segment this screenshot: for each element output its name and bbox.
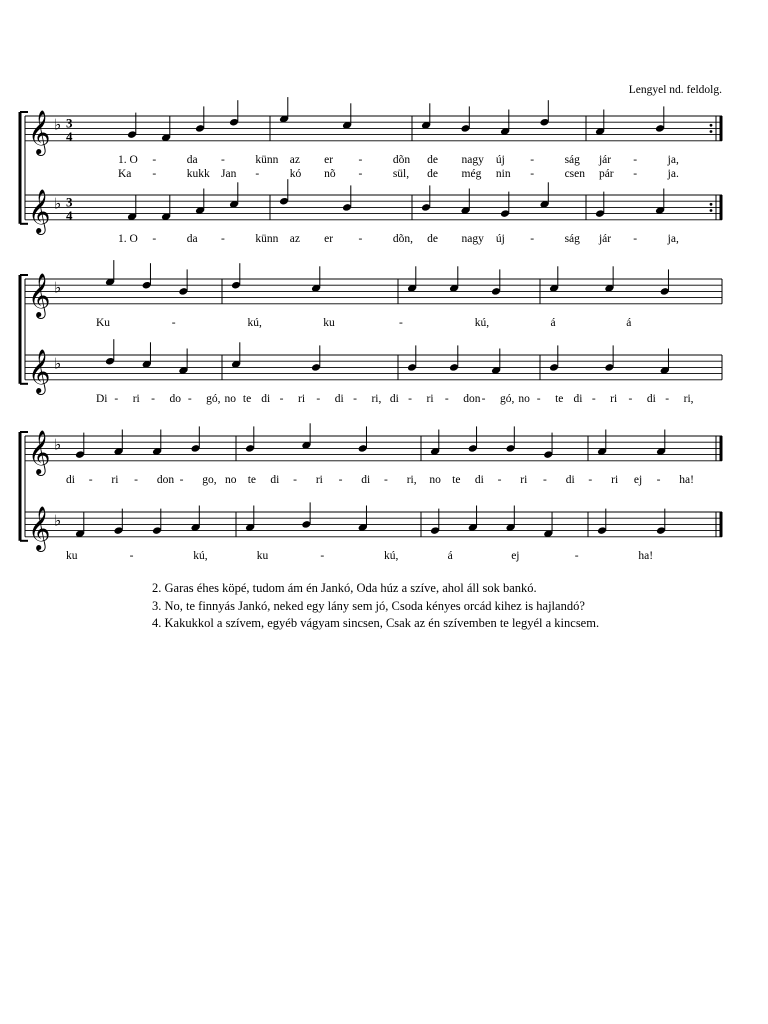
staff-2-2 (25, 339, 722, 395)
treble-clef-icon: 𝄞 (28, 507, 51, 550)
repeat-dot (710, 124, 713, 127)
lyric-syllable: ku (66, 549, 78, 562)
lyric-syllable: gó, (206, 392, 221, 405)
lyric-syllable: á (550, 316, 556, 329)
lyric-syllable: ej (633, 473, 643, 486)
lyric-syllable: ha! (679, 473, 694, 486)
lyric-syllable: - (358, 167, 363, 180)
lyric-syllable: kú, (193, 549, 208, 562)
time-signature-bottom: 4 (66, 128, 73, 144)
lyric-syllable: ri (298, 392, 306, 405)
lyric-syllable: ri (132, 392, 140, 405)
lyric-syllable: - (530, 153, 535, 166)
time-signature-top: 3 (66, 194, 73, 210)
flat-icon: ♭ (54, 437, 62, 454)
treble-clef-icon: 𝄞 (28, 190, 51, 233)
lyric-syllable: don (463, 392, 481, 405)
lyric-syllable: ri (610, 392, 618, 405)
lyric-syllable: - (497, 473, 502, 486)
lyric-syllable: nõ (324, 167, 336, 180)
lyric-syllable: ej (511, 549, 520, 562)
lyric-syllable: di (361, 473, 371, 486)
lyric-syllable: - (221, 232, 225, 245)
lyric-syllable: - (353, 392, 357, 405)
lyric-syllable: - (320, 549, 325, 562)
lyric-syllable: kú, (474, 316, 490, 329)
lyric-syllable: - (408, 392, 413, 405)
lyric-syllable: - (152, 153, 157, 166)
system-3 (20, 423, 722, 552)
staff-2-1 (25, 260, 722, 319)
lyric-syllable: kó (289, 167, 302, 180)
lyric-syllable: - (179, 473, 184, 486)
lyric-syllable: te (242, 392, 252, 405)
lyric-syllable: az (289, 232, 300, 245)
lyric-syllable: csen (564, 167, 586, 180)
lyric-syllable: de (427, 153, 439, 166)
lyric-syllable: még (461, 167, 482, 180)
lyric-syllable: - (444, 392, 449, 405)
lyric-syllable: á (626, 316, 632, 329)
lyric-syllable: - (187, 392, 192, 405)
lyric-syllable: ja. (667, 167, 679, 180)
lyric-syllable: ri (111, 473, 119, 486)
lyric-syllable: künn (255, 153, 279, 166)
lyric-syllable: di (474, 473, 484, 486)
lyric-syllable: - (151, 392, 155, 405)
lyric-syllable: nagy (461, 153, 484, 166)
lyric-syllable: á (447, 549, 453, 562)
lyric-syllable: - (293, 473, 297, 486)
staff-1-1 (25, 97, 722, 156)
system-1 (20, 97, 722, 235)
lyric-syllable: - (358, 232, 363, 245)
lyric-syllable: pár (598, 167, 614, 180)
lyric-syllable: te (555, 392, 564, 405)
lyric-syllable: kukk (186, 167, 210, 180)
lyric-syllable: Ka (118, 167, 132, 180)
lyric-syllable: ri, (371, 392, 382, 405)
lyric-syllable: új (495, 232, 505, 245)
lyric-syllable: - (591, 392, 596, 405)
lyric-syllable: di (389, 392, 399, 405)
lyric-syllable: - (88, 473, 93, 486)
lyric-syllable: - (171, 316, 176, 329)
lyric-syllable: az (289, 153, 300, 166)
lyric-syllable: ság (564, 232, 580, 245)
lyric-syllable: - (316, 392, 321, 405)
repeat-dot (710, 209, 713, 212)
lyric-syllable: - (152, 167, 157, 180)
verse-3: 3. No, te finnyás Jankó, neked egy lány sem jó, Csoda kényes orcád kihez is hajlandó? (152, 598, 585, 613)
lyric-syllable: nin (495, 167, 511, 180)
lyric-syllable: no (429, 473, 441, 486)
lyric-syllable: di (66, 473, 75, 486)
verses-list (152, 580, 732, 633)
lyric-syllable: ri (611, 473, 619, 486)
lyric-syllable: sül, (392, 167, 410, 180)
lyric-syllable: di (646, 392, 656, 405)
lyric-syllable: - (633, 153, 638, 166)
lyric-syllable: no (518, 392, 530, 405)
time-signature-top: 3 (66, 115, 73, 131)
lyric-syllable: jár (598, 232, 612, 245)
treble-clef-icon: 𝄞 (28, 431, 51, 474)
lyric-syllable: te (452, 473, 461, 486)
staff-3-2 (25, 502, 722, 551)
lyric-syllable: te (247, 473, 257, 486)
lyric-syllable: di (270, 473, 280, 486)
lyric-syllable: go, (202, 473, 217, 486)
lyric-syllable: - (665, 392, 670, 405)
verse-4: 4. Kakukkol a szívem, egyéb vágyam sincsen, Csak az én szívemben te legyél a kincsem. (152, 616, 600, 630)
lyric-syllable: künn (255, 232, 279, 245)
lyric-syllable: - (588, 473, 593, 486)
lyric-syllable: - (134, 473, 138, 486)
lyric-syllable: gó, (500, 392, 515, 405)
lyric-syllable: - (384, 473, 388, 486)
lyric-syllable: da (186, 232, 198, 245)
lyric-syllable: - (481, 392, 486, 405)
lyric-syllable: ri (315, 473, 323, 486)
repeat-dot (710, 203, 713, 206)
lyric-syllable: ság (564, 153, 580, 166)
lyric-syllable: ku (323, 316, 335, 329)
lyric-syllable: - (114, 392, 119, 405)
system-2 (20, 260, 722, 395)
lyric-syllable: di (261, 392, 271, 405)
lyric-syllable: - (530, 167, 535, 180)
lyric-syllable: nagy (461, 232, 484, 245)
lyric-syllable: don (156, 473, 175, 486)
lyric-syllable: Di (96, 392, 108, 405)
lyric-syllable: di (565, 473, 575, 486)
lyric-syllable: új (495, 153, 505, 166)
lyric-syllable: ja, (667, 232, 679, 245)
flat-icon: ♭ (54, 196, 62, 213)
lyric-syllable: kú, (247, 316, 262, 329)
lyric-syllable: 1. O (118, 232, 138, 245)
lyric-syllable: ku (256, 549, 269, 562)
lyric-syllable: dõn (392, 153, 411, 166)
lyric-syllable: - (358, 153, 363, 166)
lyric-syllable: - (279, 392, 284, 405)
lyric-syllable: - (255, 167, 260, 180)
treble-clef-icon: 𝄞 (28, 111, 51, 154)
lyric-syllable: - (221, 153, 225, 166)
flat-icon: ♭ (54, 356, 62, 373)
flat-icon: ♭ (54, 513, 62, 530)
arranger-credit: Lengyel nd. feldolg. (628, 84, 722, 96)
staff-1-2 (25, 179, 722, 235)
lyric-syllable: dõn, (392, 232, 413, 245)
time-signature-bottom: 4 (66, 207, 73, 223)
lyric-syllable: er (324, 153, 334, 166)
lyric-syllable: - (543, 473, 547, 486)
lyric-syllable: er (324, 232, 334, 245)
lyric-syllable: ja, (667, 153, 679, 166)
lyric-syllable: - (574, 549, 579, 562)
lyric-syllable: di (334, 392, 344, 405)
staff-3-1 (25, 423, 722, 476)
lyric-syllable: jár (598, 153, 612, 166)
flat-icon: ♭ (54, 280, 62, 297)
lyric-syllable: - (656, 473, 661, 486)
verse-2: 2. Garas éhes köpé, tudom ám én Jankó, Oda húz a szíve, ahol áll sok bankó. (152, 581, 537, 595)
lyric-syllable: do (169, 392, 181, 405)
lyric-syllable: ri, (406, 473, 417, 486)
lyric-syllable: Ku (96, 316, 111, 329)
lyric-syllable: - (536, 392, 541, 405)
lyric-syllable: - (633, 232, 638, 245)
lyric-syllable: - (338, 473, 343, 486)
lyric-syllable: Jan (221, 167, 237, 180)
lyric-syllable: no (225, 473, 237, 486)
lyric-syllable: da (186, 153, 198, 166)
lyric-syllable: ri (426, 392, 434, 405)
lyric-syllable: - (399, 316, 403, 329)
lyric-syllable: - (530, 232, 535, 245)
lyric-syllable: ha! (638, 549, 654, 562)
lyric-syllable: no (224, 392, 237, 405)
lyric-syllable: di (573, 392, 583, 405)
lyric-syllable: - (628, 392, 633, 405)
treble-clef-icon: 𝄞 (28, 350, 51, 393)
lyric-syllable: - (633, 167, 638, 180)
lyric-syllable: - (129, 549, 134, 562)
lyric-syllable: 1. O (118, 153, 138, 166)
treble-clef-icon: 𝄞 (28, 274, 51, 317)
flat-icon: ♭ (54, 117, 62, 134)
repeat-dot (710, 130, 713, 133)
lyric-syllable: ri, (683, 392, 694, 405)
lyric-syllable: de (427, 167, 439, 180)
lyric-syllable: de (427, 232, 439, 245)
lyric-syllable: ri (520, 473, 528, 486)
lyric-syllable: - (152, 232, 157, 245)
lyric-syllable: kú, (384, 549, 399, 562)
